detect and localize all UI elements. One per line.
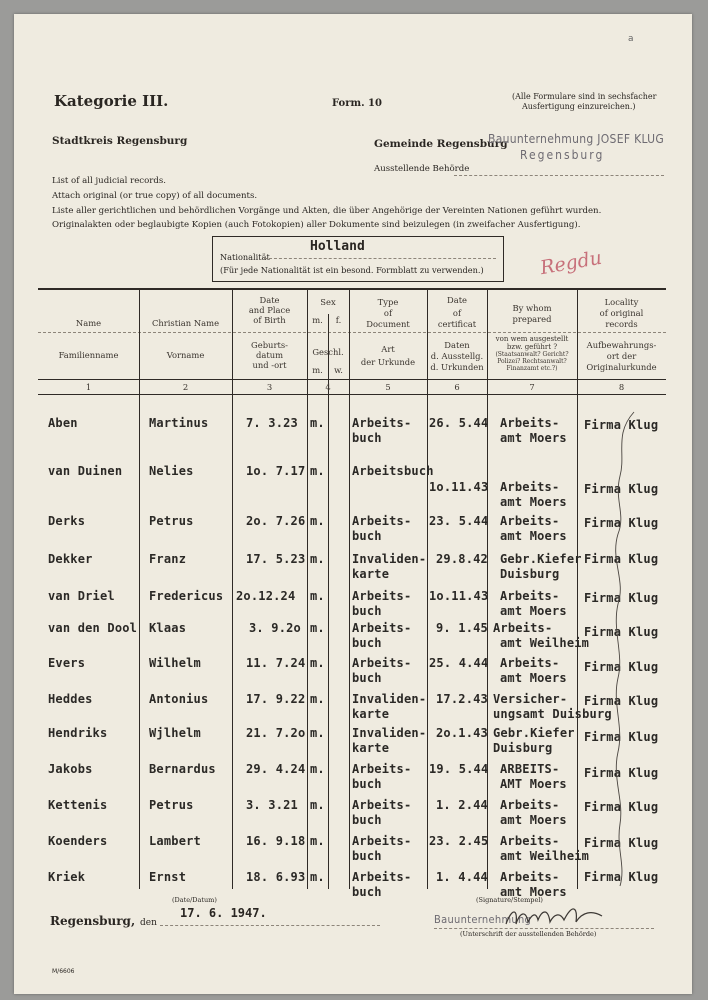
col7-en-1: By whom bbox=[512, 303, 552, 313]
nationality-label: Nationalität bbox=[220, 252, 270, 262]
signature-caption: (Signature/Stempel) bbox=[476, 896, 543, 904]
col8-de-2: ort der bbox=[606, 351, 637, 361]
col6-en-3: certificat bbox=[437, 319, 477, 329]
footer-date: 17. 6. 1947. bbox=[180, 906, 267, 920]
col7-en-2: prepared bbox=[512, 314, 552, 324]
col4-f: f. bbox=[335, 315, 342, 325]
col7-de-5: Finanzamt etc.?) bbox=[506, 365, 558, 372]
footer-den: den bbox=[140, 918, 157, 928]
col5-num: 5 bbox=[385, 382, 391, 392]
date-caption: (Date/Datum) bbox=[172, 896, 217, 904]
col2-en: Christian Name bbox=[151, 318, 220, 328]
col6-de-1: Daten bbox=[444, 340, 470, 350]
col3-de-1: Geburts- bbox=[251, 340, 288, 350]
col5-de-2: der Urkunde bbox=[360, 357, 416, 367]
col7-de-2: bzw. geführt ? bbox=[506, 343, 558, 351]
col4-num: 4 bbox=[325, 382, 331, 392]
gemeinde-label: Gemeinde Regensburg bbox=[374, 138, 508, 150]
col5-en-2: of bbox=[383, 308, 393, 318]
col5-en-1: Type bbox=[377, 297, 399, 307]
document-page: a Kategorie III. Form. 10 (Alle Formulare sind in sechsfacher Ausfertigung einzureichen.) Stadtkreis Regensburg Gemeinde Regensburg Bauunternehmung JOSEF KLUG Regensburg Ausstellende Behörde List of all judicial records. Attach original (or true copy) of all documents. Liste aller gerichtlichen und behördlichen Vorgänge und Akten, die über Angehörige der Vereinten Nationen geführt wurden. Originalakten oder beglaubigte Kopien (auch Fotokopien) aller Dokumente sind beizulegen (in zweifacher Ausfertigung). Nationalität Holland (Für jede Nationalität ist ein besond. Formblatt zu verwenden.) Regdu Name Familienname 1 Christian Name Vorname 2 Date and Place of Birth Geburts- datum und -ort 3 Sex m. f. Geschl. m. w. 4 Type of Document Art der Urkunde 5 Date of certificat Daten d. Ausstellg. d. Urkunden 6 By whom prepared von wem ausgestellt bzw. geführt ? (Staatsanwalt? Gericht? Polizei? Rechtsanwalt? Finanzamt etc.?) 7 Locality of original records Aufbewahrungs- ort der Originalurkunde 8 Aben Martinus 7. 3.23 m. Arbeits- buch 26. 5.44 Arbeits- amt Moers Firma Klug van Duinen Nelies 1o. 7.17 m. Arbeitsbuch 1o.11.43 Arbeits- amt Moers Firma Klug Derks Petrus 2o. 7.26 m. Arbeits- buch 23. 5.44 Arbeits- amt Moers Firma Klug Dekker Franz 17. 5.23 m. Invaliden- karte 29.8.42 Gebr.Kiefer Duisburg Firma Klug van Driel Fredericus 2o.12.24 m. Arbeits- buch 1o.11.43 Arbeits- amt Moers Firma Klug van den Dool Klaas 3. 9.2o m. Arbeits- buch 9. 1.45 Arbeits- amt Weilheim Firma Klug Evers Wilhelm 11. 7.24 m. Arbeits- buch 25. 4.44 Arbeits- amt Moers Firma Klug Heddes Antonius 17. 9.22 m. Invaliden- karte 17.2.43 Versicher- ungsamt Duisburg Firma Klug Hendriks Wjlhelm 21. 7.2o m. Invaliden- karte 2o.1.43 Gebr.Kiefer Duisburg Firma Klug Jakobs Bernardus 29. 4.24 m. Arbeits- buch 19. 5.44 ARBEITS- AMT Moers Firma Klug Kettenis Petrus 3. 3.21 m. Arbeits- buch 1. 2.44 Arbeits- amt Moers Firma Klug Koenders Lambert 16. 9.18 m. Arbeits- buch 23. 2.45 Arbeits- amt Weilheim Firma Klug Kriek Ernst 18. 6.93 m. Arbeits- buch 1. 4.44 Arbeits- amt Moers Firma Klug (Date/Datum) (Signature/Stempel) Regensburg, den 17. 6. 1947. Bauunternehmung (Unterschrift der ausstellenden Behörde) M/6606 bbox=[14, 14, 692, 994]
col8-num: 8 bbox=[618, 382, 625, 392]
signature-line bbox=[434, 928, 654, 929]
nationality-value: Holland bbox=[310, 239, 365, 254]
company-stamp-line2: Regensburg bbox=[520, 148, 605, 162]
date-line bbox=[160, 925, 380, 926]
col5-en-3: Document bbox=[366, 319, 410, 329]
unterschrift-caption: (Unterschrift der ausstellenden Behörde) bbox=[460, 930, 597, 938]
col6-num: 6 bbox=[454, 382, 460, 392]
edge-mark: a bbox=[628, 34, 634, 44]
instruction-4: Originalakten oder beglaubigte Kopien (auch Fotokopien) aller Dokumente sind beizulegen (in zweifacher Ausfertigung). bbox=[52, 220, 581, 230]
col4-dw: w. bbox=[334, 365, 343, 375]
company-stamp-line1: Bauunternehmung JOSEF KLUG bbox=[488, 132, 665, 146]
col5-de-1: Art bbox=[381, 344, 395, 354]
kategorie-title: Kategorie III. bbox=[54, 92, 169, 110]
copies-note-1: (Alle Formulare sind in sechsfacher bbox=[512, 92, 657, 101]
col8-de-1: Aufbewahrungs- bbox=[586, 340, 657, 350]
footer-stamp: Bauunternehmung bbox=[434, 913, 532, 926]
col7-de-3: (Staatsanwalt? Gericht? bbox=[495, 351, 569, 358]
form-number: Form. 10 bbox=[332, 98, 382, 109]
col3-num: 3 bbox=[266, 382, 273, 392]
red-handwritten-mark: Regdu bbox=[538, 246, 604, 280]
col1-de: Familienname bbox=[58, 350, 119, 360]
col6-en-1: Date bbox=[446, 295, 468, 305]
nationality-note: (Für jede Nationalität ist ein besond. Formblatt zu verwenden.) bbox=[220, 265, 484, 275]
col3-en-2: and Place bbox=[248, 305, 291, 315]
col4-de: Geschl. bbox=[312, 347, 344, 357]
col2-de: Vorname bbox=[166, 350, 205, 360]
col3-de-3: und -ort bbox=[252, 360, 287, 370]
ausstellende-label: Ausstellende Behörde bbox=[374, 164, 470, 174]
col8-en-1: Locality bbox=[604, 297, 639, 307]
col7-num: 7 bbox=[529, 382, 535, 392]
col6-de-2: d. Ausstellg. bbox=[430, 351, 484, 361]
col3-en-1: Date bbox=[259, 295, 280, 305]
col1-en: Name bbox=[75, 318, 102, 328]
col4-dm: m. bbox=[312, 365, 323, 375]
copies-note-2: Ausfertigung einzureichen.) bbox=[522, 102, 636, 111]
col6-de-3: d. Urkunden bbox=[430, 362, 484, 372]
pencil-scribble-icon bbox=[14, 14, 692, 994]
col8-en-3: records bbox=[605, 319, 638, 329]
col6-en-2: of bbox=[452, 308, 462, 318]
col3-de-2: datum bbox=[255, 350, 284, 360]
instruction-3: Liste aller gerichtlichen und behördlichen Vorgänge und Akten, die über Angehörige der Vereinten Nationen geführt wurden. bbox=[52, 206, 602, 216]
col8-de-3: Originalurkunde bbox=[586, 362, 657, 372]
instruction-2: Attach original (or true copy) of all documents. bbox=[52, 191, 258, 201]
col8-en-2: of original bbox=[599, 308, 644, 318]
instruction-1: List of all judicial records. bbox=[52, 176, 167, 186]
footer-place: Regensburg, bbox=[50, 914, 136, 928]
col4-en: Sex bbox=[320, 297, 336, 307]
col2-num: 2 bbox=[182, 382, 189, 392]
stadtkreis-label: Stadtkreis Regensburg bbox=[52, 135, 188, 147]
col7-de-4: Polizei? Rechtsanwalt? bbox=[497, 358, 567, 365]
col7-de-1: von wem ausgestellt bbox=[495, 335, 569, 343]
col4-m: m. bbox=[312, 315, 323, 325]
form-code: M/6606 bbox=[52, 968, 75, 975]
col3-en-3: of Birth bbox=[253, 315, 286, 325]
col1-num: 1 bbox=[85, 382, 92, 392]
